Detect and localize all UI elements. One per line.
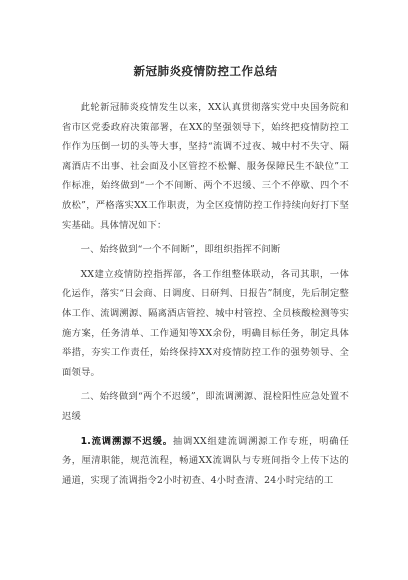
subsection-1-text: 抽调XX组建流调溯源工作专班，明确任务，厘清职能，规范流程，畅通XX流调队与专班间指令上传下达的通道，实现了流调指令2小时初查、4小时查清、24小时完结的工	[62, 435, 349, 486]
section-heading-2-text: 二、始终做到“两个不迟缓”，即流调溯源、混检阳性应急处置不迟缓	[62, 391, 349, 422]
intro-paragraph	[62, 98, 349, 235]
document-page	[62, 64, 349, 495]
section-heading-2	[62, 387, 349, 426]
subsection-1-lead: 1.流调溯源不迟缓。	[80, 435, 173, 447]
section-1-paragraph	[62, 265, 349, 383]
intro-paragraph-text: 此轮新冠肺炎疫情发生以来，XX认真贯彻落实党中央国务院和省市区党委政府决策部署，在XX的坚强领导下，始终把疫情防控工作作为压倒一切的头等大事，坚持“流调不过夜、城中村不失守、隔离酒店不出事、社会面及小区管控不松懈、服务保障民生不缺位”工作标准，始终做到“一个不间断、两个不迟缓、三个不停歇、四个不放松”，严格落实XX工作职责，为全区疫情防控工作持续向好打下坚实基础。具体情况如下：	[62, 102, 349, 231]
section-1-paragraph-text: XX建立疫情防控指挥部，各工作组整体联动，各司其职，一体化运作，落实“日会商、日调度、日研判、日报告”制度，先后制定整体工作、流调溯源、隔离酒店管控、城中村管控、全员核酸检测等实施方案，任务清单、工作通知等XX余份，明确目标任务，制定具体举措，夯实工作责任，始终保持XX对疫情防控工作的强势领导、全面领导。	[62, 268, 349, 378]
document-title: 新冠肺炎疫情防控工作总结	[133, 64, 278, 78]
section-heading-1	[62, 240, 349, 260]
subsection-1-paragraph	[62, 432, 349, 491]
section-heading-1-text: 一、始终做到“一个不间断”，即组织指挥不间断	[80, 244, 281, 256]
